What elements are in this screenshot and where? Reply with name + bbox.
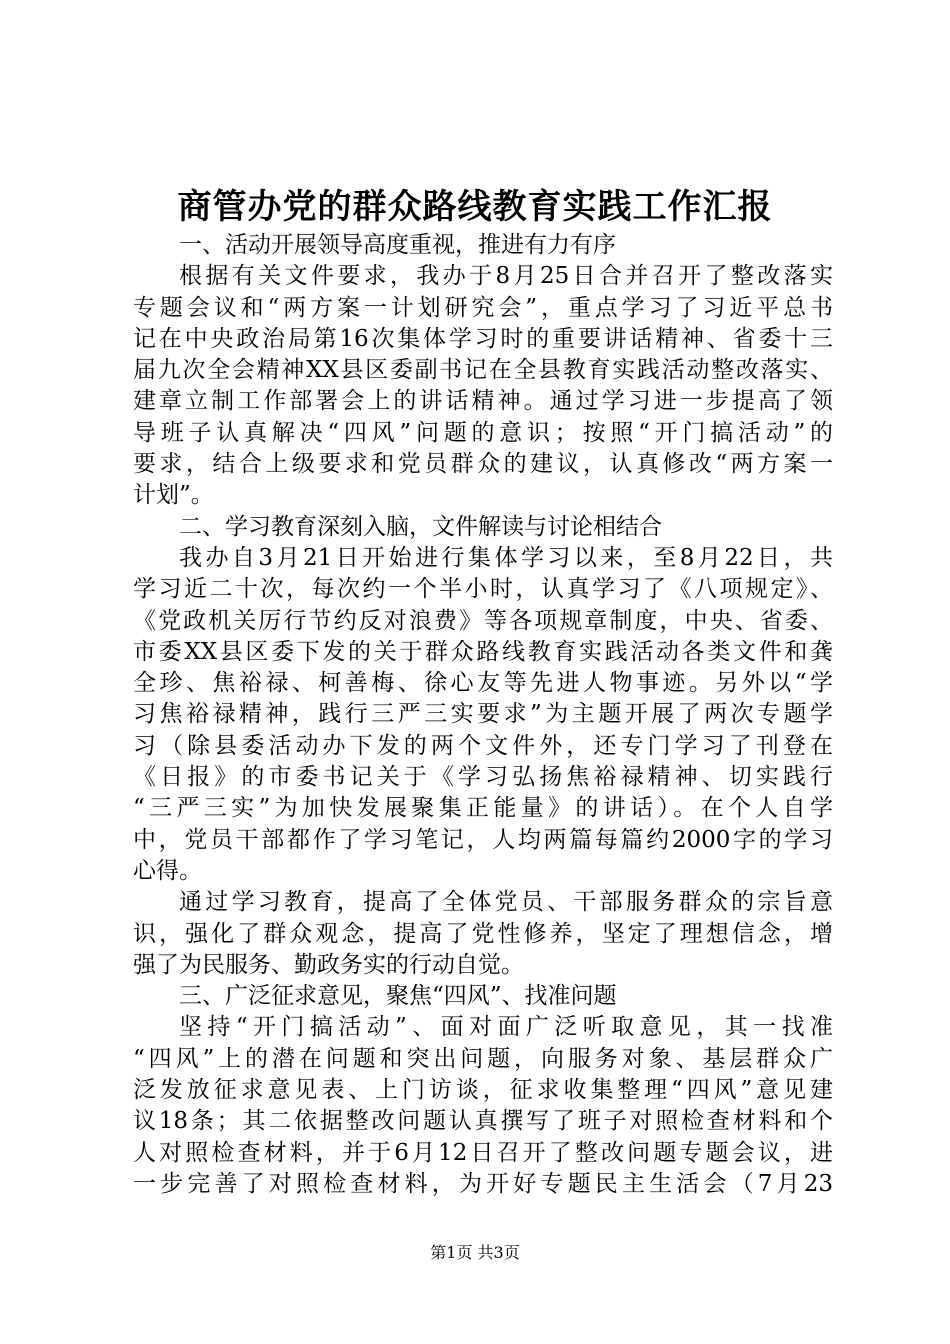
text-line: “四风”上的潜在问题和突出问题，向服务对象、基层群众广 — [133, 1045, 833, 1072]
text-line: 一步完善了对照检查材料，为开好专题民主生活会（7月23 — [133, 1170, 833, 1197]
page-footer: 第1页 共3页 — [430, 1243, 520, 1262]
text-line: 通过学习教育，提高了全体党员、干部服务群众的宗旨意 — [179, 889, 833, 916]
text-line: 强了为民服务、勤政务实的行动自觉。 — [133, 951, 524, 978]
text-line: 专题会议和“两方案一计划研究会”，重点学习了习近平总书 — [133, 294, 833, 321]
text-line: 计划”。 — [133, 482, 214, 509]
section-heading: 一、活动开展领导高度重视，推进有力有序 — [179, 232, 616, 258]
text-line: 泛发放征求意见表、上门访谈，征求收集整理“四风”意见建 — [133, 1077, 833, 1104]
text-line: 心得。 — [133, 857, 202, 884]
document-title: 商管办党的群众路线教育实践工作汇报 — [177, 187, 773, 227]
section-heading: 二、学习教育深刻入脑，文件解读与讨论相结合 — [179, 513, 662, 540]
text-line: 习焦裕禄精神，践行三严三实要求”为主题开展了两次专题学 — [133, 701, 833, 728]
text-line: 要求，结合上级要求和党员群众的建议，认真修改“两方案一 — [133, 451, 833, 478]
text-line: 《日报》的市委书记关于《学习弘扬焦裕禄精神、切实践行 — [133, 764, 833, 791]
text-line: 我办自3月21日开始进行集体学习以来，至8月22日，共 — [179, 544, 833, 571]
text-line: 届九次全会精神XX县区委副书记在全县教育实践活动整改落实、 — [133, 357, 833, 384]
text-line: 议18条；其二依据整改问题认真撰写了班子对照检查材料和个 — [133, 1108, 833, 1135]
section-heading: 三、广泛征求意见，聚焦“四风”、找准问题 — [179, 983, 617, 1010]
text-line: 导班子认真解决“四风”问题的意识；按照“开门搞活动”的 — [133, 419, 833, 446]
text-line: 根据有关文件要求，我办于8月25日合并召开了整改落实 — [179, 263, 833, 290]
document-body — [133, 230, 833, 1200]
text-line: 识，强化了群众观念，提高了党性修养，坚定了理想信念，增 — [133, 920, 833, 947]
text-line: 学习近二十次，每次约一个半小时，认真学习了《八项规定》、 — [133, 576, 833, 603]
text-line: 建章立制工作部署会上的讲话精神。通过学习进一步提高了领 — [133, 388, 833, 415]
text-line: 坚持“开门搞活动”、面对面广泛听取意见，其一找准 — [179, 1014, 833, 1041]
text-line: 《党政机关厉行节约反对浪费》等各项规章制度，中央、省委、 — [133, 607, 833, 634]
text-line: 人对照检查材料，并于6月12日召开了整改问题专题会议，进 — [133, 1139, 833, 1166]
text-line: 全珍、焦裕禄、柯善梅、徐心友等先进人物事迹。另外以“学 — [133, 670, 833, 697]
text-line: 记在中央政治局第16次集体学习时的重要讲话精神、省委十三 — [133, 325, 833, 352]
text-line: 市委XX县区委下发的关于群众路线教育实践活动各类文件和龚 — [133, 638, 833, 665]
text-line: 习（除县委活动办下发的两个文件外，还专门学习了刊登在 — [133, 732, 833, 759]
text-line: 中，党员干部都作了学习笔记，人均两篇每篇约2000字的学习 — [133, 826, 833, 853]
text-line: “三严三实”为加快发展聚集正能量》的讲话）。在个人自学 — [133, 795, 833, 822]
